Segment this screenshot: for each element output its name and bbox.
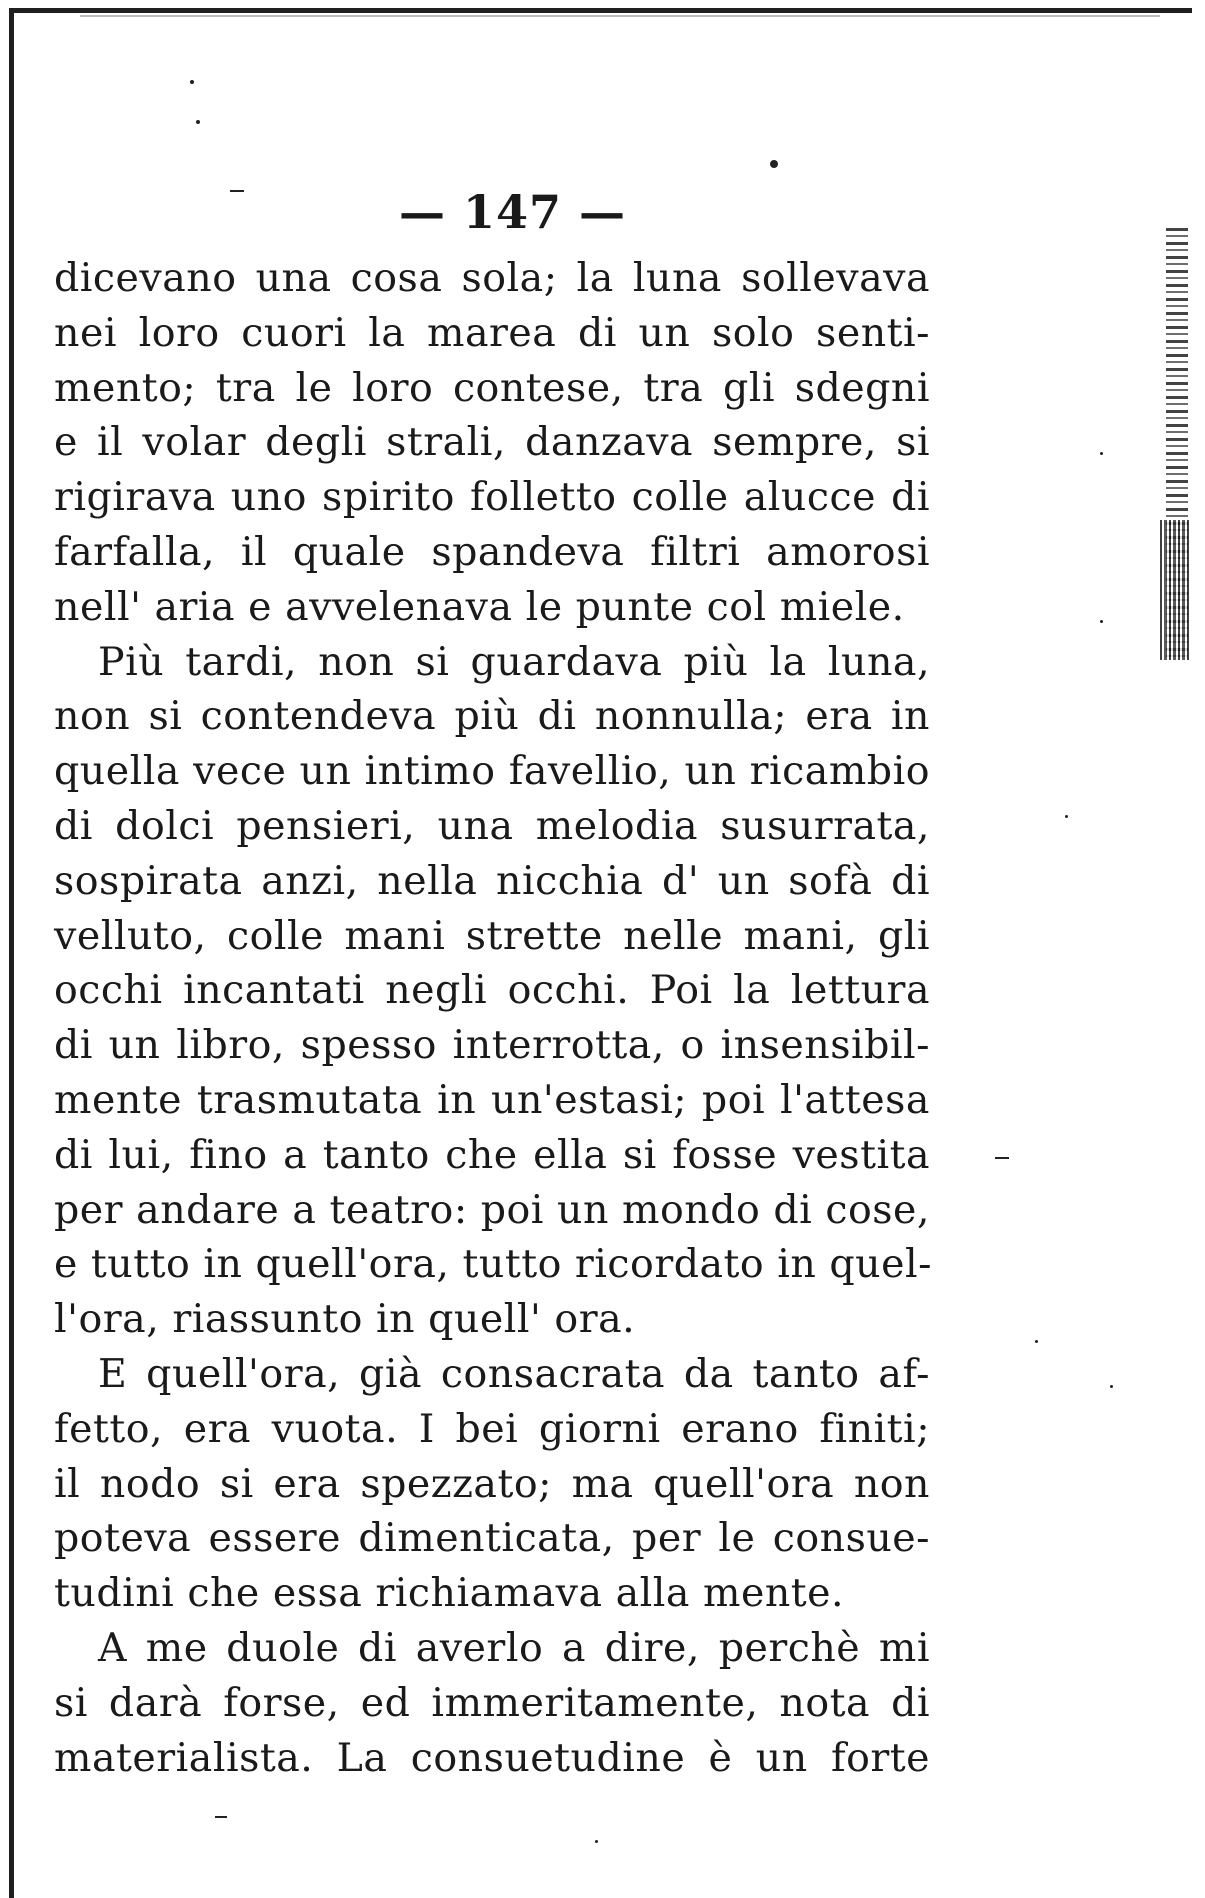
scan-speck <box>1100 620 1103 623</box>
text-line: per andare a teatro: poi un mondo di cose, <box>54 1186 930 1233</box>
text-line: nell' aria e avvelenava le punte col miele. <box>54 583 905 630</box>
page-number: — 147 — <box>398 185 627 239</box>
scan-speck <box>215 1816 227 1818</box>
text-line: E quell'ora, già consacrata da tanto af- <box>98 1350 930 1397</box>
scan-speck <box>770 160 778 168</box>
text-line: poteva essere dimenticata, per le consue- <box>54 1515 930 1562</box>
top-border-rule <box>14 8 1192 13</box>
text-line: e tutto in quell'ora, tutto ricordato in quel- <box>54 1241 932 1288</box>
text-line: dicevano una cosa sola; la luna sollevava <box>54 255 930 301</box>
text-line: Più tardi, non si guardava più la luna, <box>98 638 930 685</box>
text-line: fetto, era vuota. I bei giorni erano finiti; <box>54 1405 930 1452</box>
text-line: mente trasmutata in un'estasi; poi l'attesa <box>54 1076 930 1123</box>
text-line: A me duole di averlo a dire, perchè mi <box>98 1624 930 1671</box>
text-line: l'ora, riassunto in quell' ora. <box>54 1296 636 1343</box>
text-line: di un libro, spesso interrotta, o insensibil- <box>54 1022 930 1069</box>
text-line: occhi incantati negli occhi. Poi la lettura <box>54 967 930 1014</box>
text-line: farfalla, il quale spandeva filtri amorosi <box>54 528 930 575</box>
scan-speck <box>1065 815 1068 818</box>
scan-speck <box>190 80 194 84</box>
scan-margin-artifact <box>1160 520 1190 660</box>
scan-speck <box>595 1840 598 1843</box>
text-line: si darà forse, ed immeritamente, nota di <box>54 1679 930 1726</box>
scan-speck <box>1035 1340 1038 1343</box>
text-line: quella vece un intimo favellio, un ricambio <box>54 748 930 795</box>
body-text <box>54 251 930 1785</box>
top-border-shadow <box>80 15 1160 17</box>
scan-speck <box>196 120 200 124</box>
text-line: e il volar degli strali, danzava sempre, si <box>54 419 930 466</box>
scan-speck <box>1110 1385 1113 1388</box>
text-line: mento; tra le loro contese, tra gli sdegni <box>54 364 930 411</box>
scan-speck <box>1100 452 1103 455</box>
text-line: di dolci pensieri, una melodia susurrata, <box>54 802 930 849</box>
scan-speck <box>995 1157 1009 1159</box>
left-border-rule <box>9 8 14 1898</box>
text-line: non si contendeva più di nonnulla; era in <box>54 693 930 740</box>
scan-speck <box>230 190 244 192</box>
text-line: rigirava uno spirito folletto colle alucce di <box>54 474 930 521</box>
text-line: velluto, colle mani strette nelle mani, gli <box>54 912 930 959</box>
text-line: di lui, fino a tanto che ella si fosse vestita <box>54 1131 930 1178</box>
text-line: il nodo si era spezzato; ma quell'ora non <box>54 1460 930 1507</box>
text-line: nei loro cuori la marea di un solo senti- <box>54 309 930 356</box>
text-line: materialista. La consuetudine è un forte <box>54 1734 930 1781</box>
text-line: sospirata anzi, nella nicchia d' un sofà di <box>54 857 930 904</box>
text-line: tudini che essa richiamava alla mente. <box>54 1570 845 1617</box>
